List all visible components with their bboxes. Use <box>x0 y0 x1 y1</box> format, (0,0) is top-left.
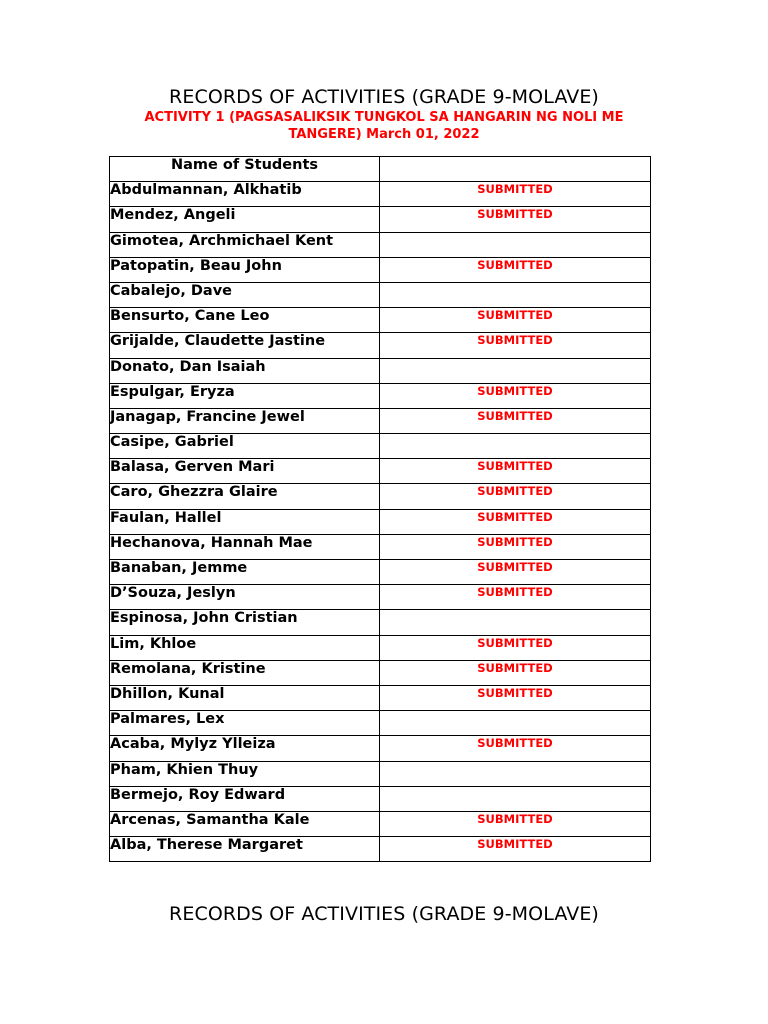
page-title: RECORDS OF ACTIVITIES (GRADE 9-MOLAVE) <box>169 86 599 108</box>
table-body <box>110 182 651 862</box>
submission-status: SUBMITTED <box>380 408 651 433</box>
student-name: Dhillon, Kunal <box>110 685 380 710</box>
submission-status <box>380 282 651 307</box>
table-row <box>110 761 651 786</box>
submission-status: SUBMITTED <box>380 585 651 610</box>
table-row <box>110 207 651 232</box>
submission-status: SUBMITTED <box>380 660 651 685</box>
header-status <box>380 157 651 182</box>
student-name: Pham, Khien Thuy <box>110 761 380 786</box>
submission-status <box>380 711 651 736</box>
student-name: Cabalejo, Dave <box>110 282 380 307</box>
table-row <box>110 786 651 811</box>
submission-status: SUBMITTED <box>380 534 651 559</box>
student-name: Gimotea, Archmichael Kent <box>110 232 380 257</box>
table-row <box>110 408 651 433</box>
table-row <box>110 560 651 585</box>
submission-status: SUBMITTED <box>380 207 651 232</box>
table-row <box>110 635 651 660</box>
table-row <box>110 434 651 459</box>
repeated-page-title: RECORDS OF ACTIVITIES (GRADE 9-MOLAVE) <box>169 903 599 925</box>
table-row <box>110 585 651 610</box>
student-name: Caro, Ghezzra Glaire <box>110 484 380 509</box>
submission-status: SUBMITTED <box>380 484 651 509</box>
table-row <box>110 333 651 358</box>
student-name: Janagap, Francine Jewel <box>110 408 380 433</box>
student-name: Palmares, Lex <box>110 711 380 736</box>
student-name: Abdulmannan, Alkhatib <box>110 182 380 207</box>
submission-status: SUBMITTED <box>380 509 651 534</box>
student-name: Hechanova, Hannah Mae <box>110 534 380 559</box>
student-name: Bermejo, Roy Edward <box>110 786 380 811</box>
activity-subtitle: ACTIVITY 1 (PAGSASALIKSIK TUNGKOL SA HANGARIN NG NOLI ME TANGERE) March 01, 2022 <box>144 110 624 142</box>
submission-status: SUBMITTED <box>380 560 651 585</box>
submission-status <box>380 610 651 635</box>
table-header-row <box>110 157 651 182</box>
student-name: Remolana, Kristine <box>110 660 380 685</box>
submission-status <box>380 232 651 257</box>
table-row <box>110 383 651 408</box>
table-row <box>110 182 651 207</box>
student-name: Faulan, Hallel <box>110 509 380 534</box>
student-name: Patopatin, Beau John <box>110 257 380 282</box>
table-row <box>110 610 651 635</box>
table-row <box>110 660 651 685</box>
submission-status: SUBMITTED <box>380 308 651 333</box>
student-name: Grijalde, Claudette Jastine <box>110 333 380 358</box>
submission-status: SUBMITTED <box>380 736 651 761</box>
student-name: D’Souza, Jeslyn <box>110 585 380 610</box>
student-name: Bensurto, Cane Leo <box>110 308 380 333</box>
table-row <box>110 257 651 282</box>
submission-status: SUBMITTED <box>380 635 651 660</box>
submission-status: SUBMITTED <box>380 257 651 282</box>
student-name: Balasa, Gerven Mari <box>110 459 380 484</box>
student-name: Arcenas, Samantha Kale <box>110 811 380 836</box>
submission-status: SUBMITTED <box>380 383 651 408</box>
table-row <box>110 509 651 534</box>
student-records-table <box>109 156 651 862</box>
submission-status <box>380 358 651 383</box>
student-name: Alba, Therese Margaret <box>110 837 380 862</box>
student-name: Donato, Dan Isaiah <box>110 358 380 383</box>
header-name-of-students: Name of Students <box>110 157 380 182</box>
table-row <box>110 711 651 736</box>
student-name: Acaba, Mylyz Ylleiza <box>110 736 380 761</box>
table-row <box>110 358 651 383</box>
table-row <box>110 232 651 257</box>
table-row <box>110 534 651 559</box>
table-row <box>110 484 651 509</box>
student-name: Lim, Khloe <box>110 635 380 660</box>
student-name: Espulgar, Eryza <box>110 383 380 408</box>
student-name: Espinosa, John Cristian <box>110 610 380 635</box>
submission-status: SUBMITTED <box>380 459 651 484</box>
student-name: Mendez, Angeli <box>110 207 380 232</box>
submission-status: SUBMITTED <box>380 182 651 207</box>
submission-status: SUBMITTED <box>380 837 651 862</box>
submission-status <box>380 786 651 811</box>
submission-status <box>380 761 651 786</box>
submission-status: SUBMITTED <box>380 333 651 358</box>
table-row <box>110 282 651 307</box>
table-row <box>110 736 651 761</box>
submission-status: SUBMITTED <box>380 811 651 836</box>
table-row <box>110 811 651 836</box>
submission-status: SUBMITTED <box>380 685 651 710</box>
submission-status <box>380 434 651 459</box>
table-row <box>110 837 651 862</box>
student-name: Banaban, Jemme <box>110 560 380 585</box>
student-name: Casipe, Gabriel <box>110 434 380 459</box>
table-row <box>110 459 651 484</box>
table-row <box>110 308 651 333</box>
table-row <box>110 685 651 710</box>
